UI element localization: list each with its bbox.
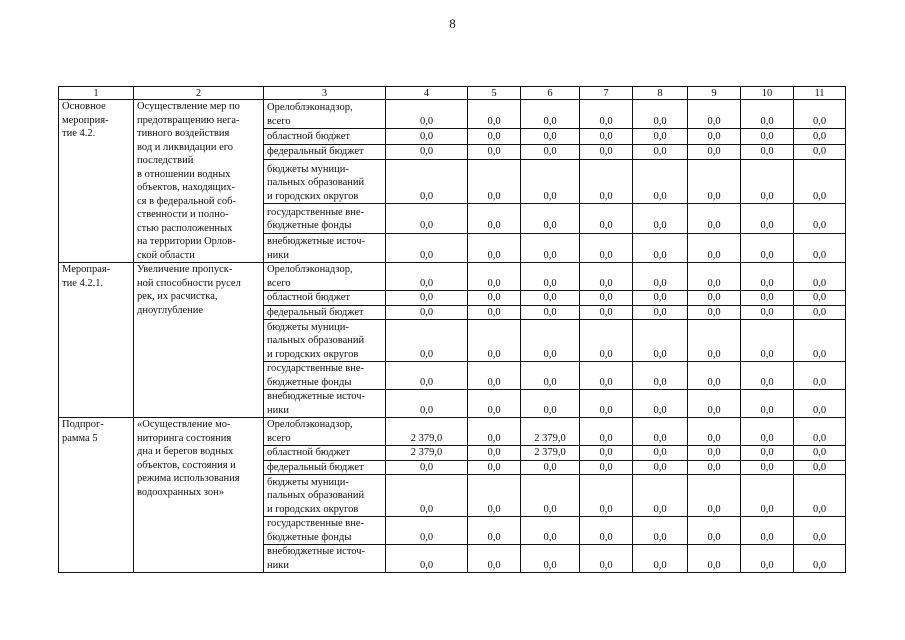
value-cell-col-5: 0,0 [468,291,521,306]
value-cell-col-9: 0,0 [688,291,741,306]
value-cell-col-10: 0,0 [741,320,794,362]
value-cell-col-11: 0,0 [794,263,846,291]
value-cell-col-7: 0,0 [580,320,633,362]
event-name-line: стью расположенных [137,222,233,234]
funding-source-line: Орелоблэконадзор, [267,419,353,430]
value-cell-col-8: 0,0 [633,446,688,461]
value-cell-col-4: 0,0 [386,100,468,129]
funding-source-line: федеральный бюджет [267,146,364,158]
value-cell-col-10: 0,0 [741,418,794,446]
value-cell-col-10: 0,0 [741,291,794,306]
event-code-line: мероприя- [62,114,109,126]
value-cell-col-8: 0,0 [633,144,688,159]
funding-source-cell [264,291,386,306]
table-row [59,100,846,129]
funding-source-cell [264,159,386,203]
value-cell-col-10: 0,0 [741,204,794,233]
value-cell-col-6: 0,0 [521,100,580,129]
funding-source-cell [264,305,386,320]
event-name-line: в отношении водных [137,168,231,180]
header-row [59,87,846,100]
value-cell-col-10: 0,0 [741,475,794,517]
value-cell-col-11: 0,0 [794,545,846,573]
header-cell-5: 5 [468,87,521,100]
event-name-line: режима использования [137,473,240,484]
funding-source-cell [264,129,386,144]
value-cell-col-4: 0,0 [386,305,468,320]
event-name-line: ственности и полно- [137,209,229,220]
value-cell-col-5: 0,0 [468,460,521,475]
value-cell-col-9: 0,0 [688,100,741,129]
funding-source-cell [264,418,386,446]
event-name-line: объектов, находящих- [137,182,235,193]
funding-source-cell [264,100,386,129]
funding-source-line: государственные вне- [267,363,365,374]
value-cell-col-11: 0,0 [794,460,846,475]
value-cell-col-11: 0,0 [794,100,846,129]
value-cell-col-10: 0,0 [741,517,794,545]
value-cell-col-5: 0,0 [468,446,521,461]
value-cell-col-10: 0,0 [741,159,794,203]
funding-source-cell [264,446,386,461]
value-cell-col-5: 0,0 [468,263,521,291]
value-cell-col-5: 0,0 [468,517,521,545]
funding-source-cell [264,144,386,159]
value-cell-col-6: 0,0 [521,475,580,517]
value-cell-col-7: 0,0 [580,475,633,517]
value-cell-col-9: 0,0 [688,320,741,362]
funding-source-line: бюджетные фонды [267,220,352,231]
event-name-line: тивного воздействия [137,128,230,139]
header-cell-8: 8 [633,87,688,100]
value-cell-col-6: 0,0 [521,159,580,203]
value-cell-col-6: 0,0 [521,305,580,320]
funding-source-line: всего [267,115,291,127]
event-code-line: Меропрая- [62,264,111,275]
value-cell-col-11: 0,0 [794,362,846,390]
event-name-line: «Осуществление мо- [137,419,231,430]
value-cell-col-6: 0,0 [521,233,580,263]
value-cell-col-8: 0,0 [633,460,688,475]
funding-source-cell [264,320,386,362]
value-cell-col-9: 0,0 [688,129,741,144]
value-cell-col-11: 0,0 [794,517,846,545]
value-cell-col-9: 0,0 [688,263,741,291]
value-cell-col-5: 0,0 [468,204,521,233]
funding-source-line: внебюджетные источ- [267,236,366,247]
value-cell-col-5: 0,0 [468,475,521,517]
value-cell-col-5: 0,0 [468,390,521,418]
value-cell-col-6: 2 379,0 [521,418,580,446]
event-name-line: дноуглубление [137,304,204,316]
value-cell-col-10: 0,0 [741,263,794,291]
value-cell-col-8: 0,0 [633,362,688,390]
header-cell-1: 1 [59,87,134,100]
funding-source-line: и городских округов [267,190,359,202]
value-cell-col-9: 0,0 [688,460,741,475]
funding-source-line: и городских округов [267,503,359,515]
value-cell-col-7: 0,0 [580,460,633,475]
value-cell-col-6: 0,0 [521,545,580,573]
value-cell-col-7: 0,0 [580,159,633,203]
header-cell-10: 10 [741,87,794,100]
header-cell-11: 11 [794,87,846,100]
value-cell-col-5: 0,0 [468,418,521,446]
funding-source-line: бюджеты муници- [267,476,349,488]
header-cell-7: 7 [580,87,633,100]
value-cell-col-4: 0,0 [386,460,468,475]
value-cell-col-10: 0,0 [741,144,794,159]
funding-source-line: пальных образований [267,177,365,189]
value-cell-col-9: 0,0 [688,545,741,573]
value-cell-col-4: 2 379,0 [386,446,468,461]
value-cell-col-7: 0,0 [580,545,633,573]
funding-source-line: бюджетные фонды [267,376,352,388]
value-cell-col-7: 0,0 [580,144,633,159]
funding-source-line: ники [267,249,289,261]
value-cell-col-6: 0,0 [521,517,580,545]
value-cell-col-7: 0,0 [580,390,633,418]
value-cell-col-4: 0,0 [386,545,468,573]
value-cell-col-5: 0,0 [468,159,521,203]
event-name-line: ской области [137,249,195,261]
value-cell-col-8: 0,0 [633,418,688,446]
event-name-cell [134,100,264,263]
value-cell-col-4: 2 379,0 [386,418,468,446]
event-code-line: Основное [62,101,106,112]
value-cell-col-8: 0,0 [633,475,688,517]
value-cell-col-9: 0,0 [688,144,741,159]
value-cell-col-8: 0,0 [633,320,688,362]
value-cell-col-11: 0,0 [794,390,846,418]
value-cell-col-10: 0,0 [741,305,794,320]
value-cell-col-8: 0,0 [633,100,688,129]
event-code-cell [59,263,134,418]
event-code-cell [59,418,134,573]
value-cell-col-5: 0,0 [468,320,521,362]
value-cell-col-8: 0,0 [633,305,688,320]
funding-source-line: областной бюджет [267,131,350,143]
value-cell-col-8: 0,0 [633,517,688,545]
event-name-line: предотвращению нега- [137,114,240,126]
value-cell-col-11: 0,0 [794,129,846,144]
funding-source-cell [264,517,386,545]
funding-source-line: Орелоблэконадзор, [267,102,353,114]
page-number: 8 [449,16,456,31]
event-code-line: рамма 5 [62,432,98,444]
value-cell-col-7: 0,0 [580,291,633,306]
value-cell-col-4: 0,0 [386,144,468,159]
event-code-cell [59,100,134,263]
value-cell-col-8: 0,0 [633,159,688,203]
value-cell-col-7: 0,0 [580,100,633,129]
event-name-line: Увеличение пропуск- [137,264,233,275]
value-cell-col-5: 0,0 [468,100,521,129]
value-cell-col-4: 0,0 [386,129,468,144]
event-name-line: рек, их расчистка, [137,291,218,302]
value-cell-col-7: 0,0 [580,418,633,446]
value-cell-col-6: 0,0 [521,320,580,362]
value-cell-col-4: 0,0 [386,233,468,263]
value-cell-col-7: 0,0 [580,362,633,390]
event-code-line: Подпрог- [62,419,104,430]
value-cell-col-11: 0,0 [794,291,846,306]
value-cell-col-7: 0,0 [580,263,633,291]
value-cell-col-4: 0,0 [386,475,468,517]
value-cell-col-8: 0,0 [633,129,688,144]
funding-source-line: ники [267,404,289,416]
event-name-line: ниторинга состояния [137,432,232,444]
value-cell-col-7: 0,0 [580,517,633,545]
value-cell-col-9: 0,0 [688,159,741,203]
value-cell-col-4: 0,0 [386,320,468,362]
value-cell-col-9: 0,0 [688,204,741,233]
value-cell-col-7: 0,0 [580,204,633,233]
value-cell-col-4: 0,0 [386,159,468,203]
table-row [59,418,846,446]
event-name-line: дна и берегов водных [137,446,234,457]
event-name-line: объектов, состояния и [137,459,236,471]
value-cell-col-11: 0,0 [794,305,846,320]
funding-source-cell [264,204,386,233]
budget-table [58,86,846,573]
header-cell-2: 2 [134,87,264,100]
value-cell-col-11: 0,0 [794,418,846,446]
funding-source-line: внебюджетные источ- [267,391,366,402]
header-cell-4: 4 [386,87,468,100]
value-cell-col-8: 0,0 [633,291,688,306]
event-name-line: вод и ликвидации его [137,141,234,153]
value-cell-col-11: 0,0 [794,233,846,263]
event-name-line: ной способности русел [137,277,241,289]
value-cell-col-5: 0,0 [468,233,521,263]
value-cell-col-9: 0,0 [688,418,741,446]
funding-source-cell [264,545,386,573]
value-cell-col-8: 0,0 [633,545,688,573]
value-cell-col-11: 0,0 [794,204,846,233]
funding-source-line: внебюджетные источ- [267,546,366,557]
value-cell-col-7: 0,0 [580,446,633,461]
value-cell-col-8: 0,0 [633,233,688,263]
value-cell-col-11: 0,0 [794,446,846,461]
funding-source-line: всего [267,277,291,289]
value-cell-col-8: 0,0 [633,204,688,233]
value-cell-col-9: 0,0 [688,390,741,418]
value-cell-col-10: 0,0 [741,100,794,129]
event-name-line: водоохранных зон» [137,486,224,498]
funding-source-cell [264,263,386,291]
value-cell-col-11: 0,0 [794,320,846,362]
funding-source-line: всего [267,432,291,444]
event-code-line: тие 4.2. [62,128,96,139]
value-cell-col-6: 0,0 [521,362,580,390]
value-cell-col-10: 0,0 [741,233,794,263]
funding-source-cell [264,475,386,517]
header-cell-3: 3 [264,87,386,100]
value-cell-col-6: 0,0 [521,263,580,291]
value-cell-col-9: 0,0 [688,446,741,461]
value-cell-col-4: 0,0 [386,204,468,233]
value-cell-col-10: 0,0 [741,129,794,144]
event-name-line: последствий [137,155,194,166]
event-name-cell [134,418,264,573]
funding-source-line: бюджеты муници- [267,321,349,333]
funding-source-line: пальных образований [267,335,365,346]
value-cell-col-6: 0,0 [521,129,580,144]
funding-source-line: пальных образований [267,490,365,501]
value-cell-col-10: 0,0 [741,362,794,390]
funding-source-line: ники [267,559,289,571]
funding-source-cell [264,233,386,263]
value-cell-col-6: 0,0 [521,460,580,475]
funding-source-line: федеральный бюджет [267,461,364,473]
header-cell-6: 6 [521,87,580,100]
value-cell-col-5: 0,0 [468,144,521,159]
value-cell-col-8: 0,0 [633,390,688,418]
funding-source-line: государственные вне- [267,518,365,529]
funding-source-line: областной бюджет [267,292,350,303]
value-cell-col-10: 0,0 [741,460,794,475]
value-cell-col-4: 0,0 [386,291,468,306]
value-cell-col-5: 0,0 [468,305,521,320]
funding-source-line: областной бюджет [267,447,350,458]
value-cell-col-6: 0,0 [521,144,580,159]
value-cell-col-11: 0,0 [794,159,846,203]
value-cell-col-11: 0,0 [794,475,846,517]
value-cell-col-6: 2 379,0 [521,446,580,461]
value-cell-col-9: 0,0 [688,362,741,390]
value-cell-col-10: 0,0 [741,545,794,573]
header-cell-9: 9 [688,87,741,100]
value-cell-col-10: 0,0 [741,390,794,418]
value-cell-col-6: 0,0 [521,390,580,418]
value-cell-col-8: 0,0 [633,263,688,291]
value-cell-col-6: 0,0 [521,291,580,306]
funding-source-cell [264,390,386,418]
event-code-line: тие 4.2.1. [62,277,104,289]
funding-source-line: Орелоблэконадзор, [267,264,353,275]
value-cell-col-5: 0,0 [468,545,521,573]
event-name-line: Осуществление мер по [137,101,240,112]
funding-source-line: государственные вне- [267,206,365,218]
value-cell-col-5: 0,0 [468,362,521,390]
value-cell-col-7: 0,0 [580,233,633,263]
value-cell-col-7: 0,0 [580,129,633,144]
value-cell-col-9: 0,0 [688,475,741,517]
event-name-line: ся в федеральной соб- [137,195,236,207]
value-cell-col-11: 0,0 [794,144,846,159]
value-cell-col-4: 0,0 [386,263,468,291]
value-cell-col-7: 0,0 [580,305,633,320]
event-name-cell [134,263,264,418]
funding-source-cell [264,362,386,390]
table-body [59,87,846,573]
value-cell-col-10: 0,0 [741,446,794,461]
funding-source-line: и городских округов [267,348,359,360]
value-cell-col-5: 0,0 [468,129,521,144]
event-name-line: на территории Орлов- [137,236,236,247]
funding-source-line: федеральный бюджет [267,306,364,318]
funding-source-line: бюджеты муници- [267,163,349,175]
value-cell-col-9: 0,0 [688,233,741,263]
funding-source-line: бюджетные фонды [267,531,352,543]
value-cell-col-4: 0,0 [386,390,468,418]
value-cell-col-4: 0,0 [386,362,468,390]
value-cell-col-9: 0,0 [688,305,741,320]
value-cell-col-6: 0,0 [521,204,580,233]
value-cell-col-9: 0,0 [688,517,741,545]
value-cell-col-4: 0,0 [386,517,468,545]
table-row [59,263,846,291]
funding-source-cell [264,460,386,475]
